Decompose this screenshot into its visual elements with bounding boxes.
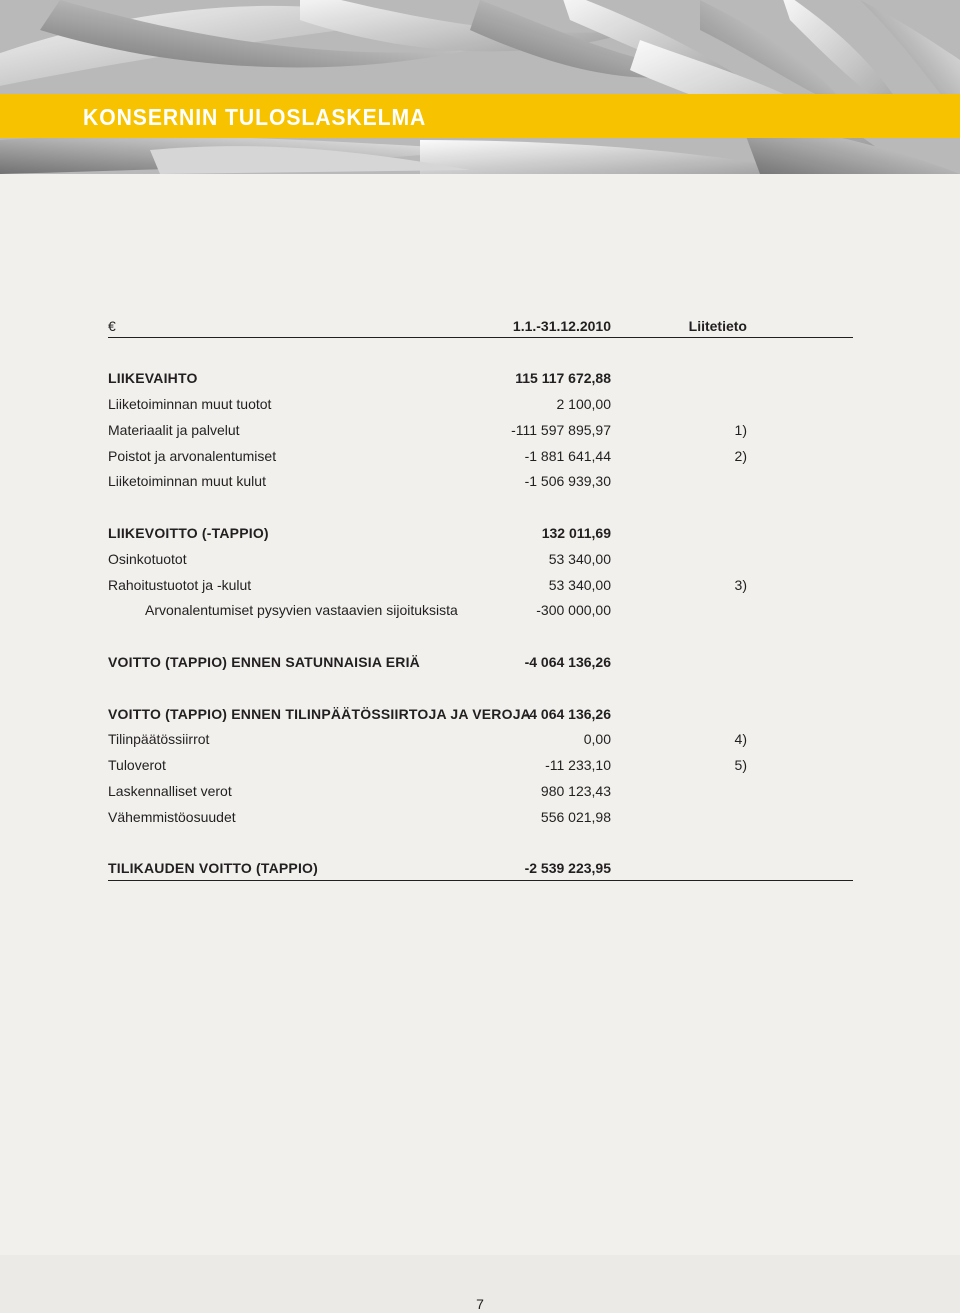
row-value: -2 539 223,95 (524, 860, 611, 876)
row-value: -1 881 641,44 (524, 448, 611, 464)
row-value: -4 064 136,26 (524, 654, 611, 670)
row-value: -111 597 895,97 (511, 422, 611, 438)
table-row-total (108, 858, 853, 878)
table-row (108, 600, 853, 620)
row-label: Liiketoiminnan muut kulut (108, 473, 266, 489)
row-label: LIIKEVOITTO (-TAPPIO) (108, 525, 269, 541)
row-note: 5) (734, 757, 747, 773)
row-note: 2) (734, 448, 747, 464)
row-label: Tuloverot (108, 757, 166, 773)
table-row (108, 368, 853, 388)
row-label: Osinkotuotot (108, 551, 187, 567)
table-row (108, 575, 853, 595)
table-row (108, 394, 853, 414)
row-value: 556 021,98 (540, 809, 611, 825)
row-label: TILIKAUDEN VOITTO (TAPPIO) (108, 860, 319, 876)
period-header: 1.1.-31.12.2010 (512, 318, 611, 334)
row-value: 2 100,00 (556, 396, 611, 412)
table-row (108, 704, 853, 724)
header-photo-banner (0, 0, 960, 174)
row-value: -300 000,00 (536, 602, 611, 618)
title-bar (0, 94, 960, 138)
table-row (108, 446, 853, 466)
row-value: -1 506 939,30 (524, 473, 611, 489)
row-label: Materiaalit ja palvelut (108, 422, 240, 438)
row-label: Arvonalentumiset pysyvien vastaavien sijoituksista (145, 602, 458, 618)
table-row (108, 807, 853, 827)
row-note: 4) (734, 731, 747, 747)
table-row (108, 523, 853, 543)
page-title: KONSERNIN TULOSLASKELMA (83, 104, 427, 130)
total-rule (108, 880, 853, 881)
row-value: 53 340,00 (548, 577, 611, 593)
row-label: Poistot ja arvonalentumiset (108, 448, 277, 464)
row-note: 1) (734, 422, 747, 438)
row-label: VOITTO (TAPPIO) ENNEN TILINPÄÄTÖSSIIRTOJA JA VEROJA (108, 706, 531, 722)
row-label: LIIKEVAIHTO (108, 370, 198, 386)
row-value: 980 123,43 (540, 783, 611, 799)
row-label: Laskennalliset verot (108, 783, 232, 799)
table-row (108, 471, 853, 491)
row-note: 3) (734, 577, 747, 593)
petals-photo (0, 0, 960, 174)
row-value: 53 340,00 (548, 551, 611, 567)
row-label: Vähemmistöosuudet (108, 809, 236, 825)
row-value: 132 011,69 (541, 525, 611, 541)
currency-symbol: € (108, 318, 116, 334)
row-label: Liiketoiminnan muut tuotot (108, 396, 272, 412)
note-header: Liitetieto (688, 318, 747, 334)
row-label: Tilinpäätössiirrot (108, 731, 210, 747)
page-number: 7 (476, 1296, 484, 1312)
table-row (108, 549, 853, 569)
row-label: VOITTO (TAPPIO) ENNEN SATUNNAISIA ERIÄ (108, 654, 420, 670)
row-value: 0,00 (583, 731, 611, 747)
row-value: -4 064 136,26 (524, 706, 611, 722)
table-header (108, 316, 853, 336)
table-row (108, 420, 853, 440)
table-row (108, 781, 853, 801)
table-row (108, 729, 853, 749)
row-value: 115 117 672,88 (515, 370, 611, 386)
header-rule (108, 337, 853, 338)
row-label: Rahoitustuotot ja -kulut (108, 577, 252, 593)
table-row (108, 755, 853, 775)
table-row (108, 652, 853, 672)
row-value: -11 233,10 (545, 757, 611, 773)
